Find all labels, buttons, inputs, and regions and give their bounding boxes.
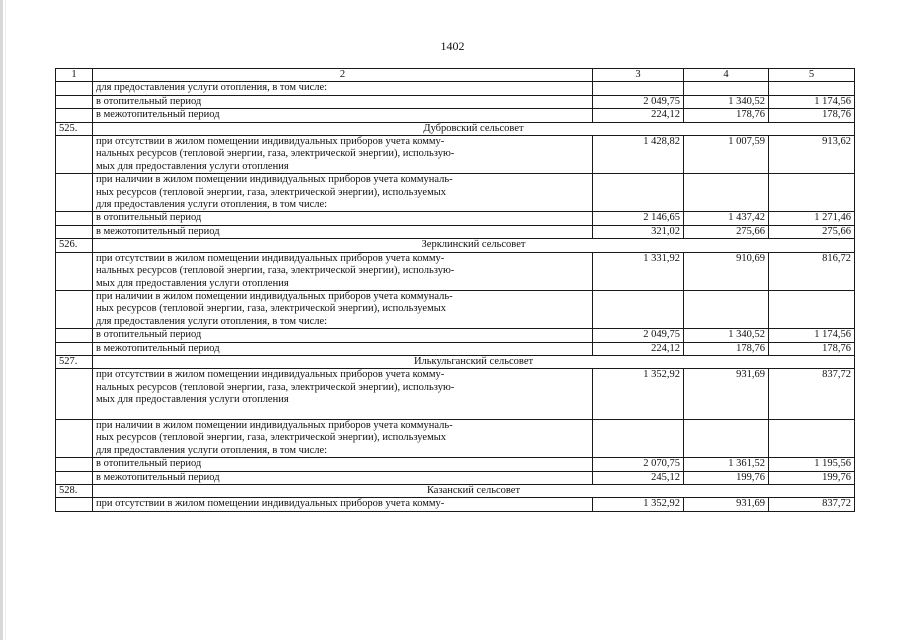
row-description bbox=[93, 212, 593, 225]
value-col-5: 1 174,56 bbox=[769, 95, 855, 108]
value-col-4 bbox=[684, 82, 769, 95]
table-row bbox=[56, 212, 855, 225]
description-line: для предоставления услуги отопления, в том числе: bbox=[96, 444, 328, 456]
table-row bbox=[56, 82, 855, 95]
tariff-table bbox=[55, 68, 855, 512]
row-description bbox=[93, 109, 593, 122]
section-title: Дубровский сельсовет bbox=[93, 122, 855, 135]
scan-left-edge-line bbox=[5, 0, 6, 640]
value-col-4: 931,69 bbox=[684, 498, 769, 511]
row-number bbox=[56, 82, 93, 95]
row-number bbox=[56, 290, 93, 328]
row-number bbox=[56, 95, 93, 108]
row-number: 525. bbox=[56, 122, 93, 135]
value-col-5: 178,76 bbox=[769, 342, 855, 355]
value-col-3 bbox=[593, 290, 684, 328]
description-line: при наличии в жилом помещении индивидуальных приборов учета коммуналь- bbox=[96, 419, 453, 431]
value-col-5: 913,62 bbox=[769, 136, 855, 174]
row-description bbox=[93, 290, 593, 328]
table-row bbox=[56, 136, 855, 174]
description-line: нальных ресурсов (тепловой энергии, газа, электрической энергии), использую- bbox=[96, 381, 455, 393]
value-col-3: 224,12 bbox=[593, 342, 684, 355]
row-description bbox=[93, 174, 593, 212]
row-description bbox=[93, 82, 593, 95]
value-col-3 bbox=[593, 174, 684, 212]
section-row bbox=[56, 484, 855, 497]
row-description bbox=[93, 498, 593, 511]
value-col-4: 1 007,59 bbox=[684, 136, 769, 174]
value-col-3: 321,02 bbox=[593, 225, 684, 238]
description-line: в отопительный период bbox=[96, 458, 202, 470]
row-number bbox=[56, 252, 93, 290]
value-col-4 bbox=[684, 174, 769, 212]
table-row bbox=[56, 225, 855, 238]
table-row bbox=[56, 369, 855, 420]
value-col-5 bbox=[769, 290, 855, 328]
description-line: в межотопительный период bbox=[96, 342, 220, 354]
header-cell-5: 5 bbox=[769, 69, 855, 82]
table-row bbox=[56, 342, 855, 355]
page-number: 1402 bbox=[440, 39, 465, 53]
description-line: ных ресурсов (тепловой энергии, газа, электрической энергии), используемых bbox=[96, 186, 447, 198]
value-col-5: 1 174,56 bbox=[769, 329, 855, 342]
row-description bbox=[93, 419, 593, 457]
value-col-3: 1 428,82 bbox=[593, 136, 684, 174]
value-col-4: 910,69 bbox=[684, 252, 769, 290]
description-line bbox=[96, 407, 589, 419]
table-row bbox=[56, 95, 855, 108]
value-col-3: 2 070,75 bbox=[593, 458, 684, 471]
value-col-3: 1 331,92 bbox=[593, 252, 684, 290]
value-col-3 bbox=[593, 82, 684, 95]
value-col-3: 1 352,92 bbox=[593, 498, 684, 511]
section-row bbox=[56, 355, 855, 368]
tariff-table-body bbox=[56, 69, 855, 512]
table-row bbox=[56, 498, 855, 511]
value-col-4: 178,76 bbox=[684, 342, 769, 355]
row-number bbox=[56, 136, 93, 174]
header-cell-1: 1 bbox=[56, 69, 93, 82]
description-line: ных ресурсов (тепловой энергии, газа, электрической энергии), используемых bbox=[96, 432, 447, 444]
row-description bbox=[93, 136, 593, 174]
value-col-3 bbox=[593, 419, 684, 457]
value-col-5: 1 271,46 bbox=[769, 212, 855, 225]
description-line: нальных ресурсов (тепловой энергии, газа, электрической энергии), использую- bbox=[96, 265, 455, 277]
row-number bbox=[56, 458, 93, 471]
description-line: в межотопительный период bbox=[96, 109, 220, 121]
description-line: для предоставления услуги отопления, в том числе: bbox=[96, 315, 328, 327]
row-number bbox=[56, 174, 93, 212]
table-row bbox=[56, 109, 855, 122]
row-description bbox=[93, 225, 593, 238]
header-cell-3: 3 bbox=[593, 69, 684, 82]
description-line: мых для предоставления услуги отопления bbox=[96, 277, 289, 289]
description-line: мых для предоставления услуги отопления bbox=[96, 160, 289, 172]
value-col-4: 1 361,52 bbox=[684, 458, 769, 471]
value-col-4 bbox=[684, 419, 769, 457]
table-row bbox=[56, 471, 855, 484]
description-line: в отопительный период bbox=[96, 212, 202, 224]
value-col-4: 931,69 bbox=[684, 369, 769, 420]
section-title: Казанский сельсовет bbox=[93, 484, 855, 497]
header-cell-4: 4 bbox=[684, 69, 769, 82]
value-col-5 bbox=[769, 82, 855, 95]
row-description bbox=[93, 252, 593, 290]
row-number bbox=[56, 471, 93, 484]
row-description bbox=[93, 458, 593, 471]
value-col-5: 199,76 bbox=[769, 471, 855, 484]
table-row bbox=[56, 174, 855, 212]
description-line: ных ресурсов (тепловой энергии, газа, электрической энергии), используемых bbox=[96, 303, 447, 315]
value-col-4: 275,66 bbox=[684, 225, 769, 238]
description-line: в межотопительный период bbox=[96, 225, 220, 237]
row-number: 527. bbox=[56, 355, 93, 368]
value-col-5: 816,72 bbox=[769, 252, 855, 290]
row-number bbox=[56, 225, 93, 238]
row-number bbox=[56, 212, 93, 225]
description-line: в отопительный период bbox=[96, 329, 202, 341]
table-row bbox=[56, 458, 855, 471]
value-col-4: 1 437,42 bbox=[684, 212, 769, 225]
description-line: при наличии в жилом помещении индивидуальных приборов учета коммуналь- bbox=[96, 290, 453, 302]
value-col-5: 178,76 bbox=[769, 109, 855, 122]
value-col-4: 1 340,52 bbox=[684, 329, 769, 342]
value-col-5 bbox=[769, 174, 855, 212]
value-col-4: 1 340,52 bbox=[684, 95, 769, 108]
row-number: 528. bbox=[56, 484, 93, 497]
description-line: мых для предоставления услуги отопления bbox=[96, 394, 289, 406]
description-line: нальных ресурсов (тепловой энергии, газа, электрической энергии), использую- bbox=[96, 148, 455, 160]
value-col-5: 275,66 bbox=[769, 225, 855, 238]
section-title: Зерклинский сельсовет bbox=[93, 239, 855, 252]
value-col-5: 837,72 bbox=[769, 369, 855, 420]
value-col-3: 2 049,75 bbox=[593, 329, 684, 342]
row-description bbox=[93, 369, 593, 420]
row-number bbox=[56, 329, 93, 342]
description-line: при отсутствии в жилом помещении индивидуальных приборов учета комму- bbox=[96, 252, 445, 264]
value-col-4: 199,76 bbox=[684, 471, 769, 484]
header-cell-2: 2 bbox=[93, 69, 593, 82]
row-description bbox=[93, 342, 593, 355]
section-row bbox=[56, 122, 855, 135]
section-row bbox=[56, 239, 855, 252]
row-number bbox=[56, 109, 93, 122]
value-col-3: 2 049,75 bbox=[593, 95, 684, 108]
row-number: 526. bbox=[56, 239, 93, 252]
row-description bbox=[93, 95, 593, 108]
row-number bbox=[56, 369, 93, 420]
value-col-4 bbox=[684, 290, 769, 328]
description-line: в отопительный период bbox=[96, 95, 202, 107]
row-description bbox=[93, 329, 593, 342]
description-line: для предоставления услуги отопления, в том числе: bbox=[96, 82, 328, 94]
description-line: при отсутствии в жилом помещении индивидуальных приборов учета комму- bbox=[96, 136, 445, 148]
value-col-3: 245,12 bbox=[593, 471, 684, 484]
row-number bbox=[56, 419, 93, 457]
value-col-5 bbox=[769, 419, 855, 457]
value-col-4: 178,76 bbox=[684, 109, 769, 122]
value-col-3: 1 352,92 bbox=[593, 369, 684, 420]
description-line: при отсутствии в жилом помещении индивидуальных приборов учета комму- bbox=[96, 498, 445, 510]
scan-left-edge bbox=[0, 0, 3, 640]
description-line: при отсутствии в жилом помещении индивидуальных приборов учета комму- bbox=[96, 369, 445, 381]
description-line: при наличии в жилом помещении индивидуальных приборов учета коммуналь- bbox=[96, 174, 453, 186]
row-number bbox=[56, 498, 93, 511]
section-title: Илькульганский сельсовет bbox=[93, 355, 855, 368]
description-line: для предоставления услуги отопления, в том числе: bbox=[96, 199, 328, 211]
table-row bbox=[56, 252, 855, 290]
table-row bbox=[56, 419, 855, 457]
row-number bbox=[56, 342, 93, 355]
table-row bbox=[56, 290, 855, 328]
table-row bbox=[56, 329, 855, 342]
header-row bbox=[56, 69, 855, 82]
value-col-5: 837,72 bbox=[769, 498, 855, 511]
value-col-3: 224,12 bbox=[593, 109, 684, 122]
value-col-5: 1 195,56 bbox=[769, 458, 855, 471]
description-line: в межотопительный период bbox=[96, 471, 220, 483]
value-col-3: 2 146,65 bbox=[593, 212, 684, 225]
row-description bbox=[93, 471, 593, 484]
